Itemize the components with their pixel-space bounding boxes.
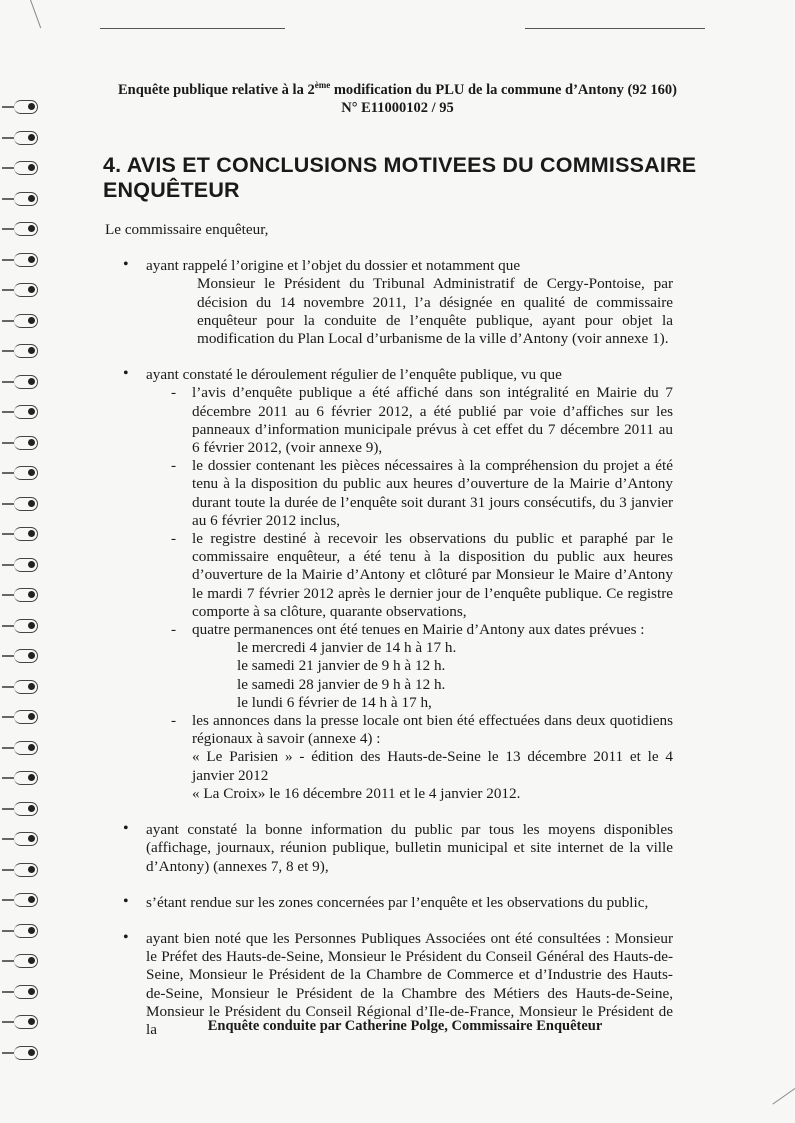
list-item	[105, 257, 673, 348]
binder-ring-icon	[14, 192, 38, 206]
binder-ring-icon	[14, 527, 38, 541]
page-corner-mark	[772, 1086, 795, 1104]
binder-ring-icon	[14, 344, 38, 358]
binder-ring-icon	[14, 680, 38, 694]
binder-ring-icon	[14, 375, 38, 389]
binder-ring-icon	[14, 924, 38, 938]
dash-item: - l’avis d’enquête publique a été affiché dans son intégralité en Mairie du 7 décembre 2011 au 6 février 2012, a été publié par voie d’affiches sur les panneaux d’information municipale prévus à cet effet du 7 décembre 2011 au 6 février 2012, (voir annexe 9),	[146, 384, 673, 457]
binder-ring-icon	[14, 802, 38, 816]
document-footer: Enquête conduite par Catherine Polge, Commissaire Enquêteur	[207, 1018, 603, 1034]
binder-ring-icon	[14, 893, 38, 907]
binder-ring-icon	[14, 741, 38, 755]
binder-ring-icon	[14, 771, 38, 785]
date-line: le samedi 28 janvier de 9 h à 12 h.	[237, 675, 446, 693]
binder-ring-icon	[14, 1015, 38, 1029]
dash-item: - le dossier contenant les pièces nécessaires à la compréhension du projet a été tenu à la disposition du public aux heures d’ouverture de la Mairie d’Antony durant toute la durée de l’enquête soit durant 31 jours consécutifs, du 3 janvier au 6 février 2012 inclus,	[146, 457, 673, 530]
item-text: • s’étant rendue sur les zones concernées par l’enquête et les observations du public,	[146, 893, 649, 911]
document-body	[105, 221, 673, 1057]
binder-ring-icon	[14, 832, 38, 846]
binder-ring-icon	[14, 405, 38, 419]
binder-ring-icon	[14, 1046, 38, 1060]
date-line: le mercredi 4 janvier de 14 h à 17 h.	[237, 639, 457, 657]
binder-ring-icon	[14, 253, 38, 267]
binder-ring-icon	[14, 588, 38, 602]
page-fold-mark	[30, 0, 41, 28]
header-line-2: N° E11000102 / 95	[341, 99, 454, 116]
intro-text: Le commissaire enquêteur,	[105, 221, 269, 238]
item-lead: • ayant constaté le déroulement régulier de l’enquête publique, vu que	[146, 366, 562, 384]
list-item	[105, 821, 673, 876]
list-item	[105, 894, 673, 912]
dash-item-text: - quatre permanences ont été tenues en Mairie d’Antony aux dates prévues :	[192, 621, 645, 639]
dash-item-text: - les annonces dans la presse locale ont bien été effectuées dans deux quotidiens régionaux à savoir (annexe 4) :	[192, 712, 673, 748]
top-rule-left	[100, 28, 285, 29]
dash-item: - le registre destiné à recevoir les observations du public et paraphé par le commissaire enquêteur, a été tenu à la disposition du public aux heures d’ouverture de la Mairie d’Antony et clôturé par Monsieur le Maire d’Antony le mardi 7 février 2012 après le dernier jour de l’enquête publique. Ce registre comporte à sa clôture, quarante observations,	[146, 530, 673, 621]
binder-ring-icon	[14, 985, 38, 999]
binder-ring-icon	[14, 619, 38, 633]
binder-ring-icon	[14, 161, 38, 175]
document-header	[110, 76, 685, 117]
binder-ring-icon	[14, 558, 38, 572]
binder-rings	[0, 100, 42, 1060]
dash-list	[146, 384, 673, 803]
binder-ring-icon	[14, 710, 38, 724]
list-item	[105, 366, 673, 803]
section-title: 4. AVIS ET CONCLUSIONS MOTIVEES DU COMMISSAIRE ENQUÊTEUR	[103, 153, 697, 202]
binder-ring-icon	[14, 497, 38, 511]
binder-ring-icon	[14, 649, 38, 663]
item-text: • ayant bien noté que les Personnes Publiques Associées ont été consultées : Monsieur le Préfet des Hauts-de-Seine, Monsieur le Président du Conseil Général des Hauts-de-Seine, Monsieur le Président de la Chambre de Commerce et d’Industrie des Hauts-de-Seine, Monsieur le Président de la Chambre des Métiers des Hauts-de-Seine, Monsieur le Président du Conseil Régional d’Ile-de-France, Monsieur le Président de la	[146, 929, 673, 1038]
item-text: • ayant constaté la bonne information du public par tous les moyens disponibles (affichage, journaux, réunion publique, bulletin municipal et site internet de la ville d’Antony) (annexes 7, 8 et 9),	[146, 821, 673, 875]
header-line-1: Enquête publique relative à la 2ème modification du PLU de la commune d’Antony (92 160)	[117, 80, 678, 98]
item-lead: • ayant rappelé l’origine et l’objet du dossier et notamment que	[146, 257, 521, 275]
binder-ring-icon	[14, 100, 38, 114]
dash-item	[146, 621, 673, 712]
binder-ring-icon	[14, 863, 38, 877]
date-line: le samedi 21 janvier de 9 h à 12 h.	[237, 657, 446, 675]
press-line: « Le Parisien » - édition des Hauts-de-Seine le 13 décembre 2011 et le 4 janvier 2012	[192, 748, 673, 784]
binder-ring-icon	[14, 131, 38, 145]
press-line: « La Croix» le 16 décembre 2011 et le 4 janvier 2012.	[192, 784, 521, 802]
binder-ring-icon	[14, 222, 38, 236]
date-line: le lundi 6 février de 14 h à 17 h,	[237, 693, 432, 711]
binder-ring-icon	[14, 436, 38, 450]
top-rule-right	[525, 28, 705, 29]
item-body: Monsieur le Président du Tribunal Administratif de Cergy-Pontoise, par décision du 14 novembre 2011, l’a désignée en qualité de commissaire enquêteur pour la conduite de l’enquête publique, ayant pour objet la modification du Plan Local d’urbanisme de la ville d’Antony (voir annexe 1).	[197, 275, 673, 348]
binder-ring-icon	[14, 314, 38, 328]
binder-ring-icon	[14, 283, 38, 297]
binder-ring-icon	[14, 466, 38, 480]
dash-item	[146, 712, 673, 803]
binder-ring-icon	[14, 954, 38, 968]
